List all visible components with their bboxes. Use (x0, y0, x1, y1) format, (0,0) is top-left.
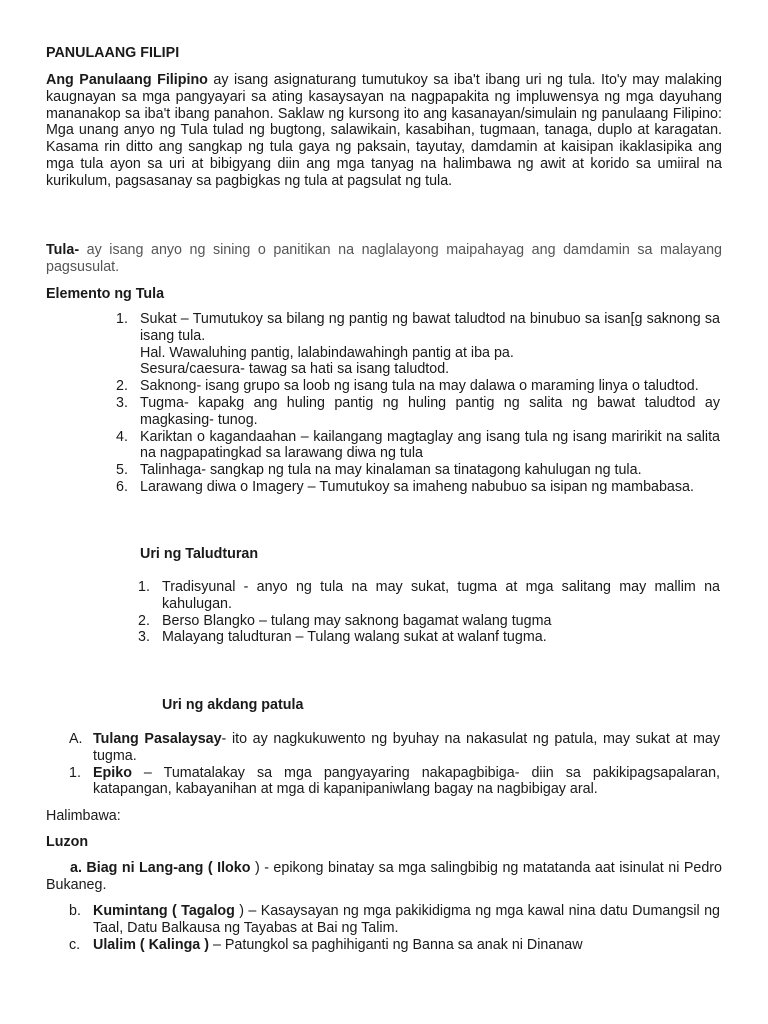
akdang-list (69, 731, 720, 798)
luzon-list (69, 903, 720, 953)
tula-lead: Tula- (46, 242, 80, 258)
document-title: PANULAANG FILIPI (46, 45, 180, 61)
elemento-list (116, 311, 720, 496)
list-item: 2. Berso Blangko – tulang may saknong bagamat walang tugma (138, 612, 552, 629)
intro-lead: Ang Panulaang Filipino (46, 72, 208, 88)
list-item: 4. Kariktan o kagandaahan – kailangang magtaglay ang isang tula ng isang maririkit na salita na nagpapatingkad sa larawang diwa ng tula (116, 428, 720, 462)
taludturan-heading: Uri ng Taludturan (140, 546, 259, 562)
list-item: A. Tulang Pasalaysay- ito ay nagkukuwento ng byuhay na nakasulat ng patula, may sukat at may tugma. (69, 731, 720, 764)
akdang-heading: Uri ng akdang patula (162, 697, 304, 713)
list-item: c. Ulalim ( Kalinga ) – Patungkol sa paghihiganti ng Banna sa anak ni Dinanaw (69, 936, 583, 953)
luzon-heading: Luzon (46, 834, 89, 850)
list-item: 2. Saknong- isang grupo sa loob ng isang tula na may dalawa o maraming linya o taludtod. (116, 378, 699, 395)
list-item: 1. Tradisyunal - anyo ng tula na may sukat, tugma at mga salitang may mallim na kahulugan. (138, 579, 720, 612)
tula-definition (46, 242, 722, 276)
intro-text: ay isang asignaturang tumutukoy sa iba't ibang uri ng tula. Ito'y may malaking kaugnayan sa mga pangyayari sa ating kasaysayan na nagpapakita ng impluwensya ng mga dayuhang mananakop sa iba't ibang panahon. Saklaw ng kursong ito ang kasanayan/simulain ng panulaang Filipino: Mga unang anyo ng Tula tulad ng bugtong, salawikain, kasabihan, tugmaan, tanaga, duplo at karagatan. Kasama rin ditto ang sangkap ng tula gaya ng paksain, tayutay, damdamin at kaisipan ikaklasipika ang mga tula ayon sa uri at bibigyang diin ang mga tanyag na halimbawa ng awit at korido sa umiiral na kurikulum, pagsasanay sa pagbigkas ng tula at pagsulat ng tula. (46, 72, 723, 189)
elemento-heading: Elemento ng Tula (46, 286, 165, 302)
list-item: 6. Larawang diwa o Imagery – Tumutukoy sa imaheng nabubuo sa isipan ng mambabasa. (116, 478, 694, 495)
list-item: 1. Epiko – Tumatalakay sa mga pangyayaring nakapagbibiga- diin sa pakikipagsapalaran, katapangan, kabayanihan at mga di kapanipaniwlang bagay na nagbibigay aral. (69, 764, 720, 798)
list-item: 3. Malayang taludturan – Tulang walang sukat at walanf tugma. (138, 629, 547, 646)
list-item: 1. Sukat – Tumutukoy sa bilang ng pantig ng bawat taludtod na binubuo sa isan[g saknong sa isang tula. Hal. Wawaluhing pantig, lalabindawahingh pantig at iba pa. Sesura/caesura- tawag sa hati sa isang taludtod. (116, 311, 720, 378)
luzon-item-a: a. Biag ni Lang-ang ( Iloko ) - epikong binatay sa mga salingbibig ng matatanda aat isinulat ni Pedro Bukaneg. (46, 860, 722, 893)
tula-text: ay isang anyo ng sining o panitikan na naglalayong maipahayag ang damdamin sa malayang pagsusulat. (46, 242, 722, 275)
list-item: b. Kumintang ( Tagalog ) – Kasaysayan ng mga pakikidigma ng mga kawal nina datu Dumangsil ng Taal, Datu Balkausa ng Tayabas at Bai ng Talim. (69, 903, 720, 936)
taludturan-list (138, 579, 720, 646)
halimbawa-label: Halimbawa: (46, 808, 121, 824)
list-item: 5. Talinhaga- sangkap ng tula na may kinalaman sa tinatagong kahulugan ng tula. (116, 462, 642, 479)
intro-paragraph (46, 72, 722, 190)
list-item: 3. Tugma- kapakg ang huling pantig ng huling pantig ng salita ng bawat taludtod ay magkasing- tunog. (116, 394, 720, 428)
